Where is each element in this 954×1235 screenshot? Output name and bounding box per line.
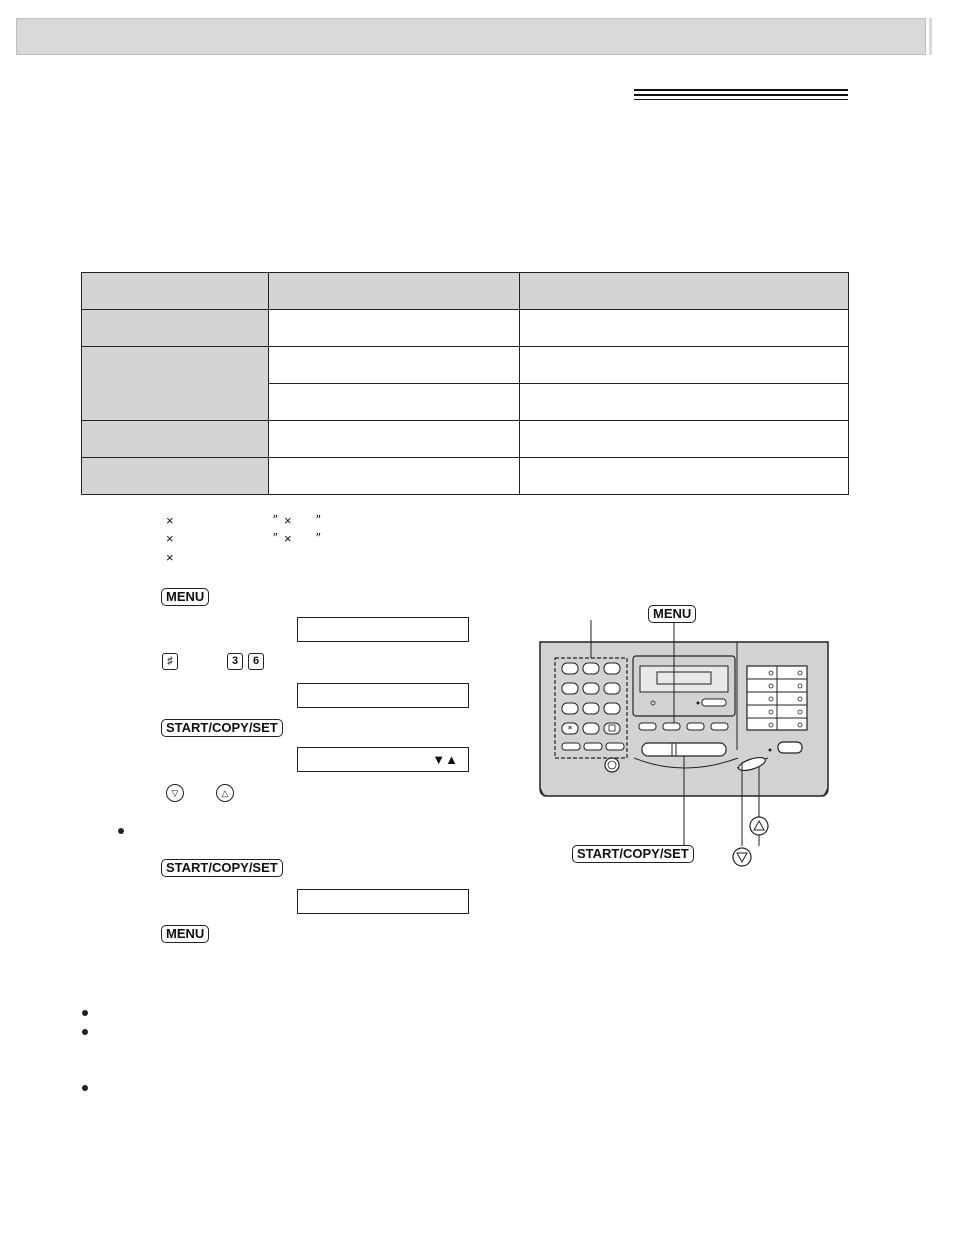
bullet xyxy=(82,1010,88,1016)
table-cell xyxy=(82,458,269,495)
table-cell xyxy=(82,347,269,421)
display-box-3: ▼▲ xyxy=(297,747,469,772)
table-row xyxy=(82,310,849,347)
table-cell xyxy=(82,421,269,458)
up-arrow-key: △ xyxy=(216,784,234,802)
title-rule-1 xyxy=(634,89,848,91)
display-box-2 xyxy=(297,683,469,708)
figure-menu-label: MENU xyxy=(648,605,696,623)
three-key: 3 xyxy=(227,653,243,670)
menu-key: MENU xyxy=(161,588,209,606)
header-side-bar xyxy=(929,18,932,55)
table-cell xyxy=(268,421,520,458)
inch-glyph: ″ xyxy=(273,512,278,527)
table-row xyxy=(82,421,849,458)
times-glyph: × xyxy=(166,550,174,565)
table-cell xyxy=(82,310,269,347)
times-glyph: × xyxy=(166,531,174,546)
table-header-row xyxy=(82,273,849,310)
inch-glyph: ″ xyxy=(316,530,321,545)
table-cell xyxy=(520,421,849,458)
title-rule-3 xyxy=(634,99,848,100)
table-row xyxy=(82,458,849,495)
table-header-cell xyxy=(82,273,269,310)
inch-glyph: ″ xyxy=(316,512,321,527)
times-glyph: × xyxy=(166,513,174,528)
table-cell xyxy=(520,310,849,347)
figure-start-copy-set-label: START/COPY/SET xyxy=(572,845,694,863)
table-cell xyxy=(268,347,520,384)
bullet xyxy=(82,1085,88,1091)
table-header-cell xyxy=(520,273,849,310)
table-cell xyxy=(268,384,520,421)
table-row xyxy=(82,347,849,384)
header-bar xyxy=(16,18,926,55)
bullet xyxy=(82,1029,88,1035)
table-cell xyxy=(268,310,520,347)
down-arrow-key: ▽ xyxy=(166,784,184,802)
menu-key: MENU xyxy=(161,925,209,943)
table-cell xyxy=(268,458,520,495)
table-cell xyxy=(520,384,849,421)
times-glyph: × xyxy=(284,513,292,528)
table-header-cell xyxy=(268,273,520,310)
bullet xyxy=(118,828,124,834)
inch-glyph: ″ xyxy=(273,530,278,545)
display-box-4 xyxy=(297,889,469,914)
start-copy-set-key: START/COPY/SET xyxy=(161,859,283,877)
table-cell xyxy=(520,458,849,495)
times-glyph: × xyxy=(284,531,292,546)
hash-key: ♯ xyxy=(162,653,178,670)
display-box-1 xyxy=(297,617,469,642)
start-copy-set-key: START/COPY/SET xyxy=(161,719,283,737)
table-cell xyxy=(520,347,849,384)
svg-text:*: * xyxy=(567,725,573,735)
six-key: 6 xyxy=(248,653,264,670)
fax-machine-illustration xyxy=(530,600,840,875)
spec-table xyxy=(81,272,849,495)
title-rule-2 xyxy=(634,94,848,96)
